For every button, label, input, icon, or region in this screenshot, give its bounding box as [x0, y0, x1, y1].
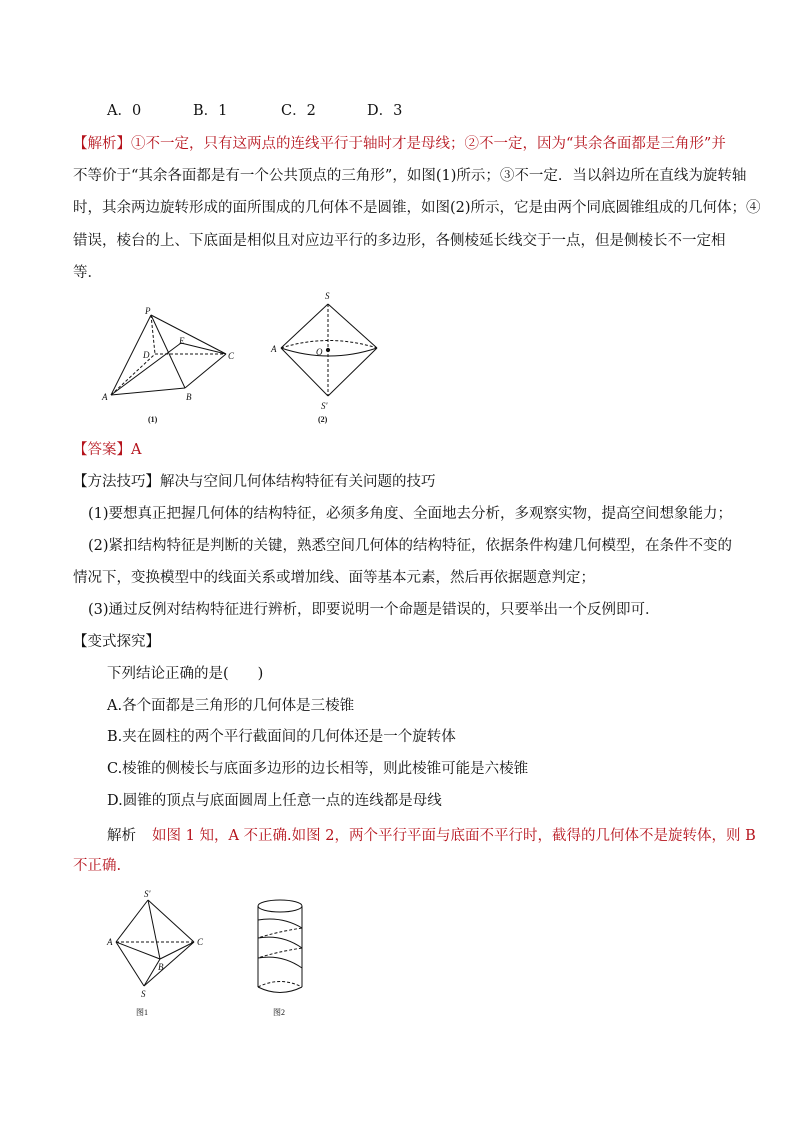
method-title: 【方法技巧】解决与空间几何体结构特征有关问题的技巧: [73, 474, 436, 490]
method-point-1: (1)要想真正把握几何体的结构特征，必须多角度、全面地去分析，多观察实物，提高空间想象能力；: [88, 506, 733, 522]
caption-figure-2: 图2: [273, 1008, 285, 1017]
label-a2: A: [271, 344, 277, 354]
caption-fig-1: (1): [148, 415, 158, 424]
label-o: O: [316, 347, 323, 357]
figure-octahedron-and-cylinder: [100, 884, 320, 1019]
label-s: S: [325, 291, 330, 301]
option-d: D．3: [367, 103, 403, 119]
variant-choice-c: C.棱锥的侧棱长与底面多边形的边长相等，则此棱锥可能是六棱锥: [107, 761, 529, 777]
method-point-2a: (2)紧扣结构特征是判断的关键，熟悉空间几何体的结构特征，依据条件构建几何模型，在条件不变的: [88, 538, 733, 554]
answer-value: A: [131, 442, 142, 458]
label-a: A: [102, 392, 108, 402]
method-point-2b: 情况下，变换模型中的线面关系或增加线、面等基本元素，然后再依据题意判定；: [73, 570, 595, 586]
answer-options: [107, 101, 767, 121]
analysis-line-1: [73, 134, 733, 154]
option-c: C．2: [281, 103, 316, 119]
label-s-prime-2: S': [144, 889, 151, 899]
label-e: E: [179, 336, 185, 346]
pyramid-figure: [111, 315, 226, 395]
variant-analysis-text: 如图 1 知，A 不正确.如图 2，两个平行平面与底面不平行时，截得的几何体不是旋转体，则 B: [152, 828, 756, 844]
label-s-3: S: [141, 989, 146, 999]
variant-analysis-label: 解析: [107, 828, 136, 844]
variant-choice-d: D.圆锥的顶点与底面圆周上任意一点的连线都是母线: [107, 793, 442, 809]
option-b: B．1: [193, 103, 228, 119]
double-cone-figure: [281, 304, 377, 396]
variant-analysis-line-1: [107, 826, 767, 846]
label-b: B: [186, 392, 192, 402]
caption-fig-2: (2): [318, 415, 328, 424]
label-c: C: [228, 351, 235, 361]
label-d: D: [143, 350, 150, 360]
analysis-line-5: 等．: [73, 265, 102, 281]
octahedron-figure: [116, 900, 194, 986]
answer-line: [73, 440, 733, 460]
variant-choice-b: B.夹在圆柱的两个平行截面间的几何体还是一个旋转体: [107, 729, 456, 745]
analysis-label: 【解析】: [73, 136, 131, 152]
variant-analysis-line-2: 不正确.: [73, 858, 122, 874]
method-point-3: (3)通过反例对结构特征进行辨析，即要说明一个命题是错误的，只要举出一个反例即可．: [88, 602, 660, 618]
analysis-line-4: 错误，棱台的上、下底面是相似且对应边平行的多边形，各侧棱延长线交于一点，但是侧棱长不一定相: [73, 233, 726, 249]
analysis-line-3: 时，其余两边旋转形成的面所围成的几何体不是圆锥，如图(2)所示，它是由两个同底圆锥组成的几何体；④: [73, 200, 761, 216]
variant-choice-a: A.各个面都是三角形的几何体是三棱锥: [107, 698, 355, 714]
variant-question: 下列结论正确的是( ): [107, 666, 264, 682]
option-a: A．0: [107, 103, 142, 119]
label-s-prime: S': [321, 401, 328, 411]
cylinder-figure: [258, 900, 302, 993]
answer-label: 【答案】: [73, 442, 131, 458]
variant-title: 【变式探究】: [73, 634, 160, 650]
analysis-text-1: ①不一定，只有这两点的连线平行于轴时才是母线；②不一定，因为“其余各面都是三角形”并: [131, 136, 726, 152]
analysis-line-2: 不等价于“其余各面都是有一个公共顶点的三角形”，如图(1)所示；③不一定．当以斜边所在直线为旋转轴: [73, 168, 747, 184]
figure-pyramid-and-double-cone: [95, 288, 395, 428]
caption-figure-1: 图1: [136, 1008, 148, 1017]
label-a-3: A: [107, 937, 113, 947]
label-c-3: C: [197, 937, 204, 947]
label-b-3: B: [158, 962, 164, 972]
label-p: P: [145, 306, 151, 316]
